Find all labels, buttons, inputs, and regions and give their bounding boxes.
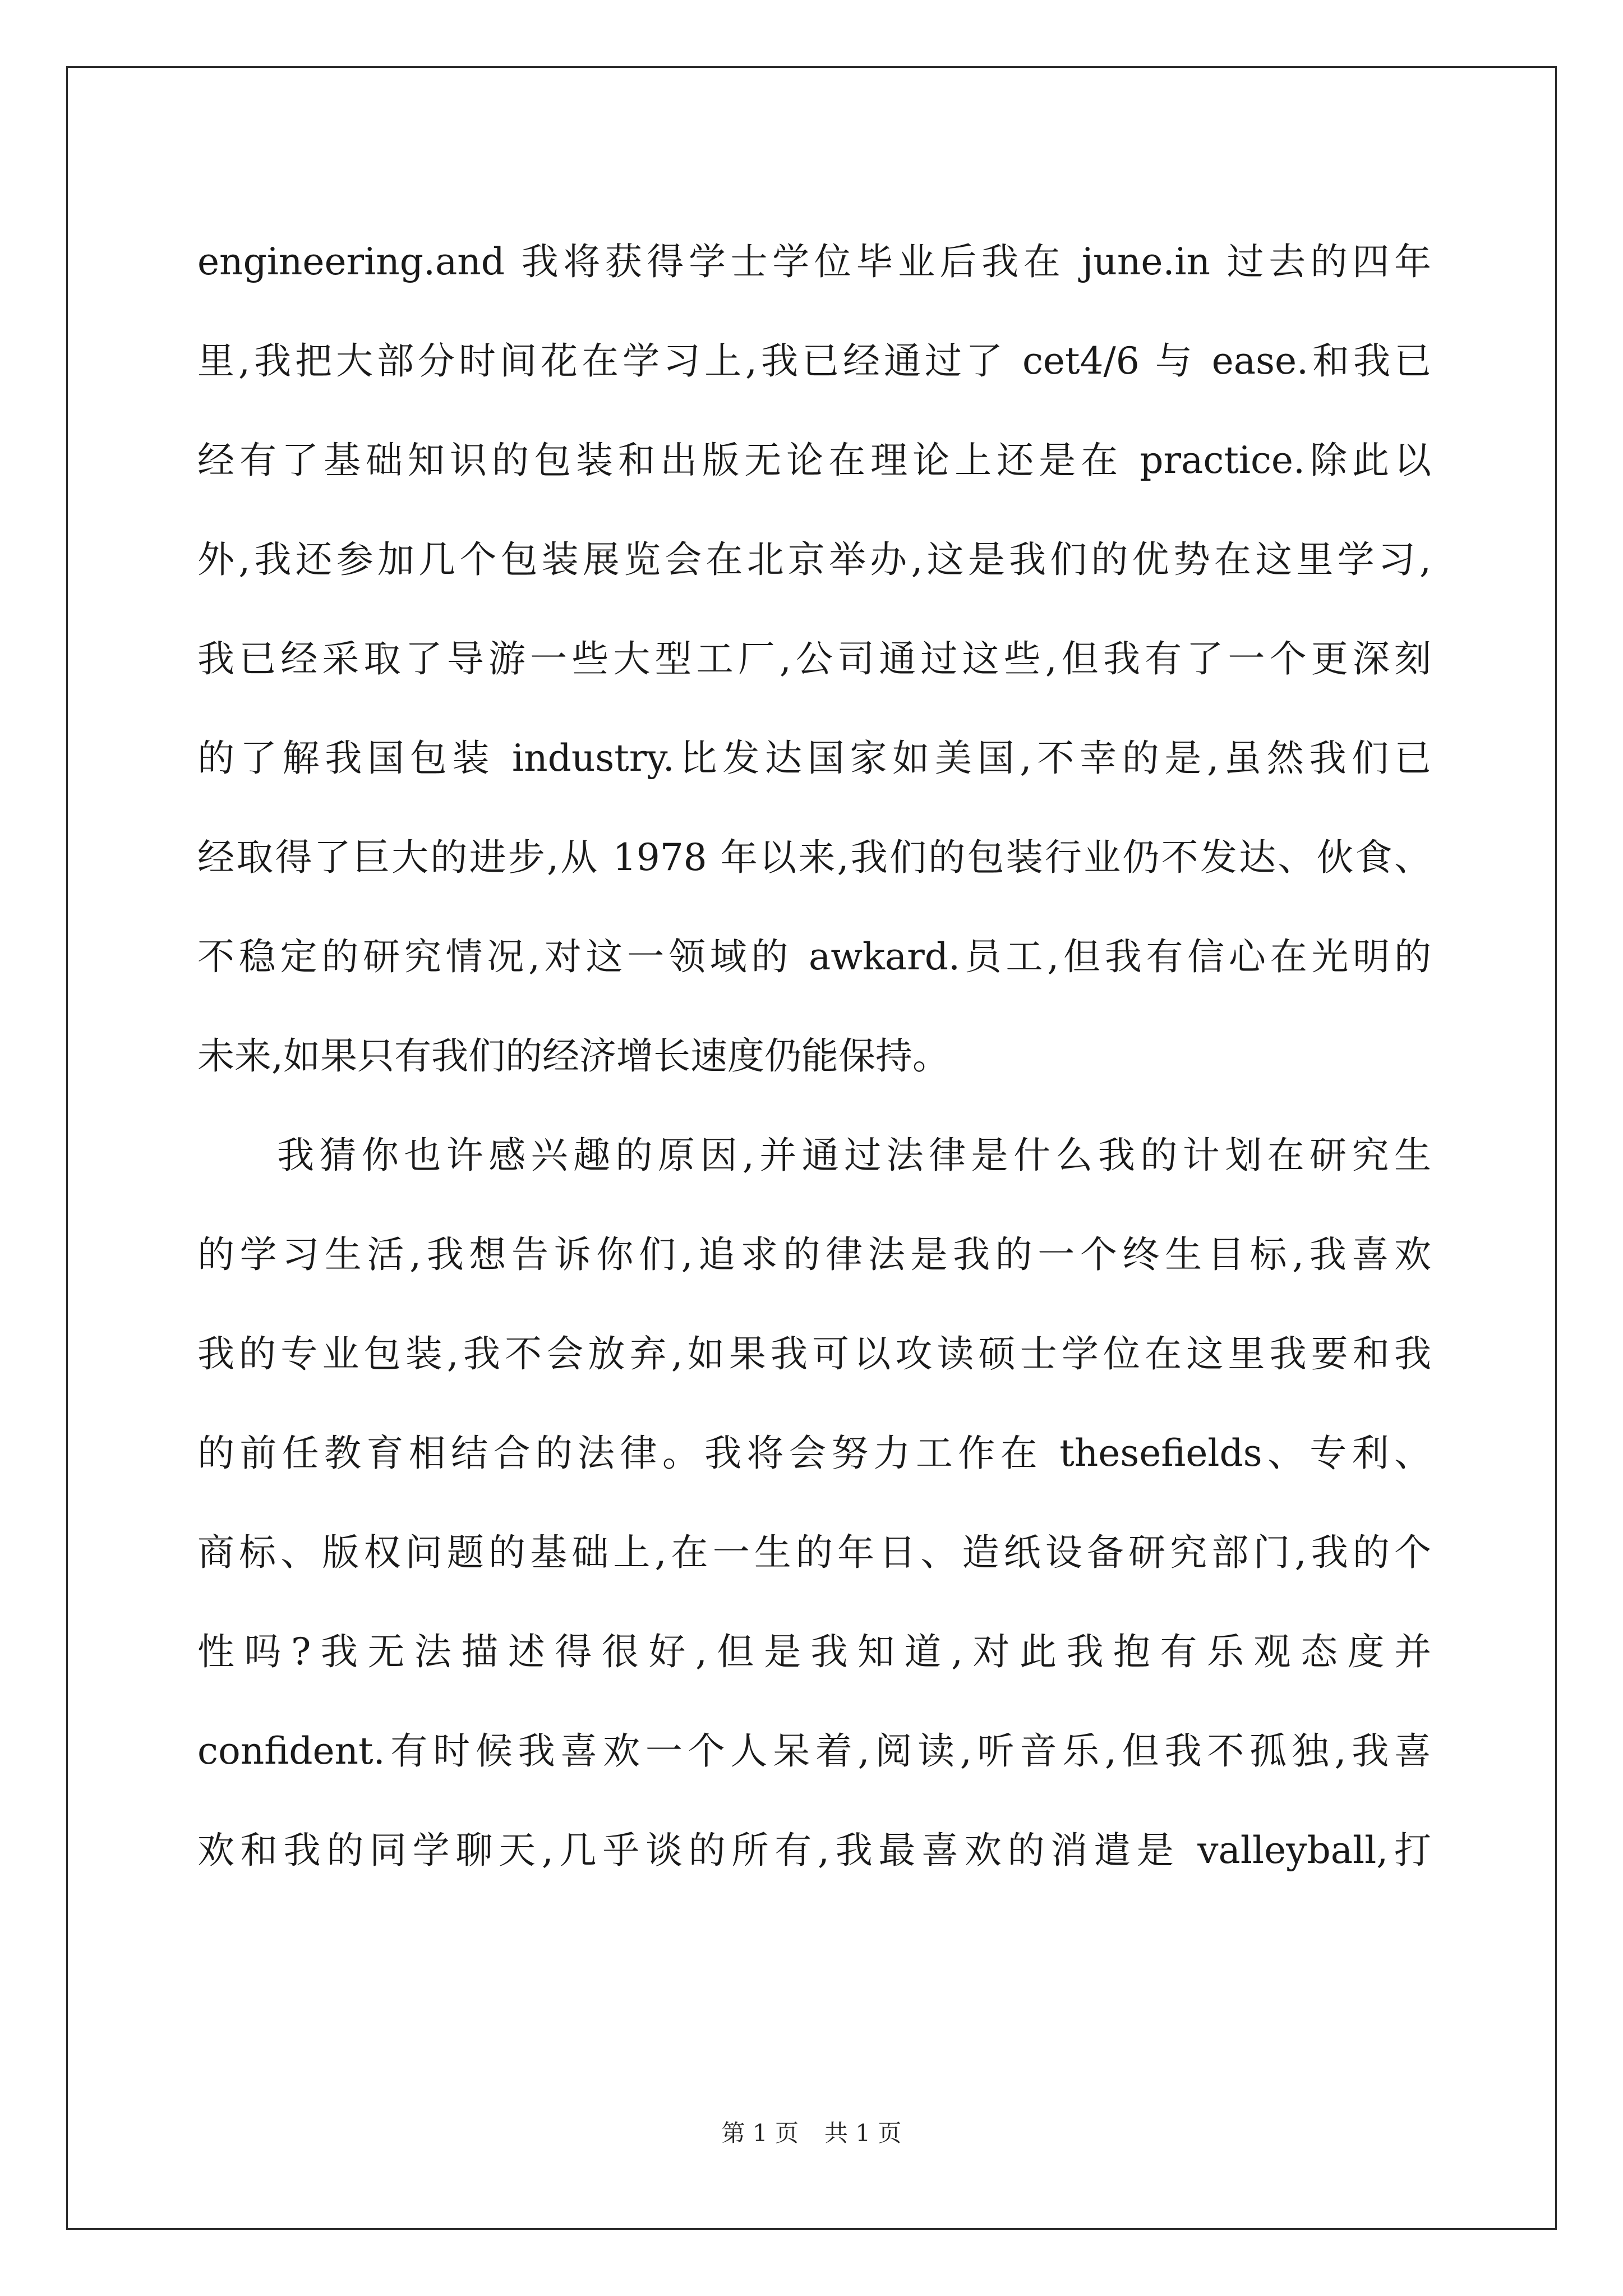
paragraph-2-line-2: 的学习生活,我想告诉你们,追求的律法是我的一个终生目标,我喜欢 [197,1233,1431,1276]
paragraph-2-line-6: 性吗?我无法描述得很好,但是我知道,对此我抱有乐观态度并 [197,1630,1431,1673]
paragraph-2-line-8: 欢和我的同学聊天,几乎谈的所有,我最喜欢的消遣是 valleyball,打 [197,1829,1431,1872]
page-total: 共 1 页 [824,2119,902,2147]
paragraph-1-line-5: 我已经采取了导游一些大型工厂,公司通过这些,但我有了一个更深刻 [197,637,1431,680]
paragraph-2-line-1: 我猜你也许感兴趣的原因,并通过法律是什么我的计划在研究生 [277,1134,1431,1177]
page-number: 第 1 页 [721,2119,799,2147]
paragraph-2-line-4: 的前任教育相结合的法律。我将会努力工作在 thesefields、专利、 [197,1432,1431,1475]
paragraph-1-line-2: 里,我把大部分时间花在学习上,我已经通过了 cet4/6 与 ease.和我已 [197,339,1431,383]
paragraph-1-line-8: 不稳定的研究情况,对这一领域的 awkard.员工,但我有信心在光明的 [197,935,1431,978]
paragraph-1-line-3: 经有了基础知识的包装和出版无论在理论上还是在 practice.除此以 [197,439,1431,482]
paragraph-1-line-7: 经取得了巨大的进步,从 1978 年以来,我们的包装行业仍不发达、伙食、 [197,836,1431,879]
paragraph-1-line-6: 的了解我国包装 industry.比发达国家如美国,不幸的是,虽然我们已 [197,737,1431,780]
paragraph-2-line-3: 我的专业包装,我不会放弃,如果我可以攻读硕士学位在这里我要和我 [197,1332,1431,1375]
paragraph-1-line-9: 未来,如果只有我们的经济增长速度仍能保持。 [197,1034,949,1078]
paragraph-2-line-5: 商标、版权问题的基础上,在一生的年日、造纸设备研究部门,我的个 [197,1531,1431,1574]
document-body [197,212,1431,1900]
paragraph-2-line-7: confident.有时候我喜欢一个人呆着,阅读,听音乐,但我不孤独,我喜 [197,1729,1431,1773]
paragraph-1-line-4: 外,我还参加几个包装展览会在北京举办,这是我们的优势在这里学习, [197,538,1431,581]
paragraph-1-line-1: engineering.and 我将获得学士学位毕业后我在 june.in 过去的四年 [197,240,1431,283]
page-footer [0,2115,1623,2148]
